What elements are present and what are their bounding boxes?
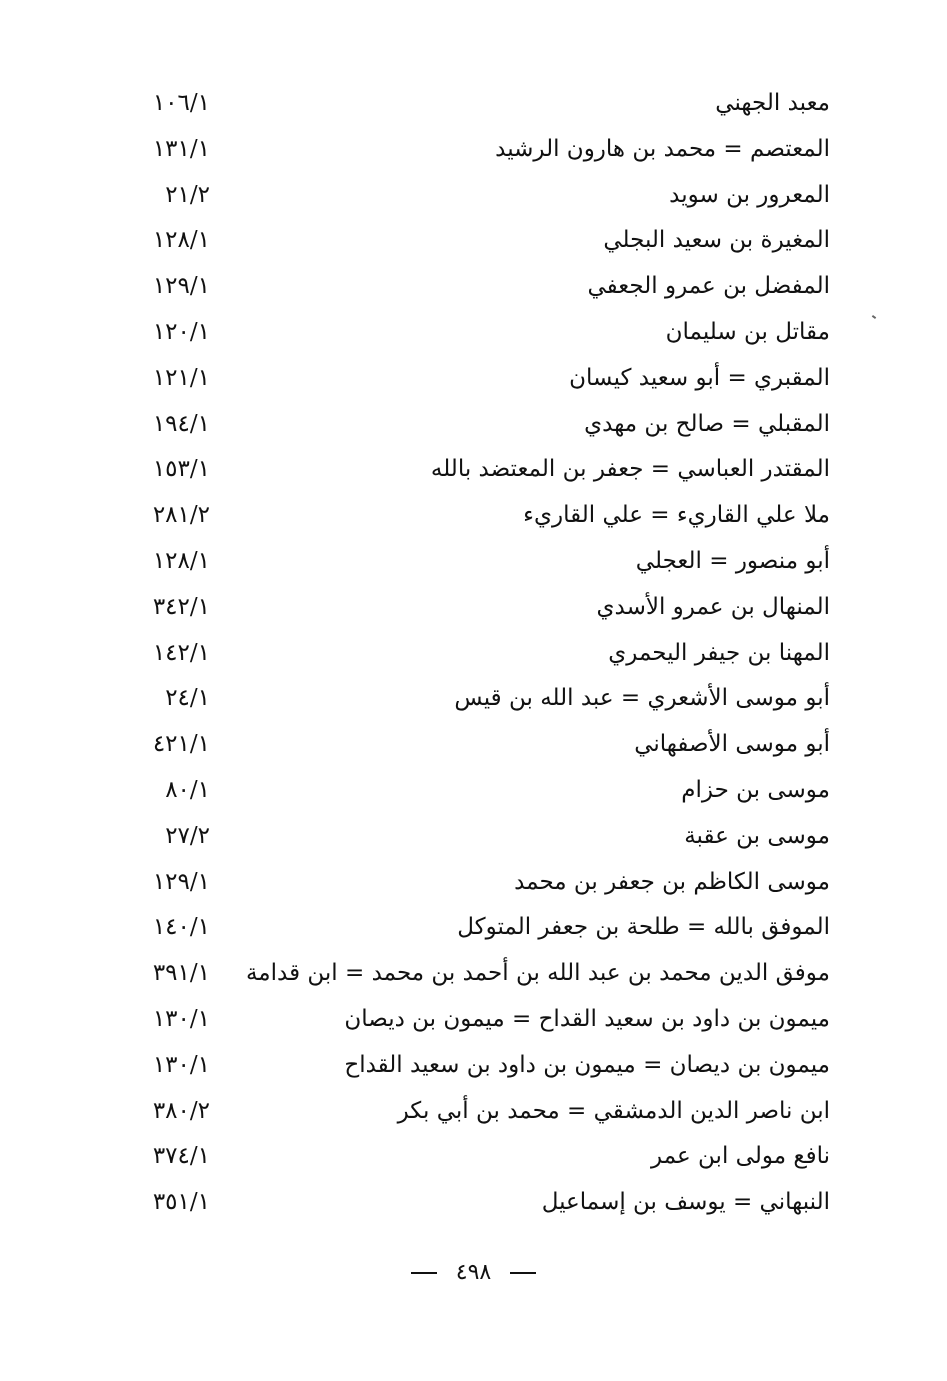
index-entry [120,126,840,172]
index-entry [120,217,840,263]
page-number: ٤٩٨ [455,1260,492,1285]
entry-reference: ٣٩١/١ [152,960,210,987]
index-entry [120,492,840,538]
entry-reference: ١٢٨/١ [152,547,210,574]
entry-name: أبو موسى الأشعري = عبد الله بن قيس [454,685,830,712]
footer-dash-right [510,1272,536,1274]
index-entry [120,1088,840,1134]
index-entry [120,355,840,401]
index-entry [120,80,840,126]
index-entry [120,584,840,630]
footer-dash-left [411,1272,437,1274]
entry-name: ميمون بن داود بن سعيد القداح = ميمون بن ديصان [344,1005,830,1032]
entry-reference: ٢١/٢ [165,181,210,208]
entry-reference: ٢٤/١ [165,685,210,712]
entry-reference: ١٢٩/١ [152,868,210,895]
entry-name: المغيرة بن سعيد البجلي [603,227,830,254]
entry-reference: ٣٨٠/٢ [152,1097,210,1124]
entry-name: المعتصم = محمد بن هارون الرشيد [495,135,830,162]
scan-speck [872,315,876,319]
index-entry [120,1042,840,1088]
entry-reference: ٨٠/١ [165,776,210,803]
index-entry [120,996,840,1042]
entry-reference: ١٢٠/١ [152,318,210,345]
index-entry [120,675,840,721]
index-entry [120,1133,840,1179]
name-index-list [120,80,840,1225]
entry-name: موسى بن حزام [681,776,830,803]
entry-name: المقبري = أبو سعيد كيسان [569,364,830,391]
entry-name: معبد الجهني [715,90,830,116]
entry-reference: ٢٧/٢ [165,822,210,849]
index-entry [120,446,840,492]
entry-name: المقتدر العباسي = جعفر بن المعتضد بالله [430,456,830,483]
entry-reference: ١٤٢/١ [152,639,210,666]
entry-reference: ١٣١/١ [152,135,210,162]
entry-name: النبهاني = يوسف بن إسماعيل [541,1189,830,1216]
index-entry [120,538,840,584]
page-footer [0,1258,947,1288]
entry-reference: ١٢١/١ [152,364,210,391]
index-entry [120,630,840,676]
entry-reference: ١٤٠/١ [152,914,210,941]
entry-name: الموفق بالله = طلحة بن جعفر المتوكل [457,914,830,941]
entry-name: المهنا بن جيفر اليحمري [608,639,830,666]
entry-reference: ١٣٠/١ [152,1005,210,1032]
index-entry [120,950,840,996]
entry-reference: ١٥٣/١ [152,456,210,483]
entry-reference: ١٠٦/١ [152,90,210,116]
entry-reference: ١٢٨/١ [152,227,210,254]
entry-name: المقبلي = صالح بن مهدي [584,410,830,437]
entry-name: أبو منصور = العجلي [635,547,830,574]
entry-reference: ٣٧٤/١ [152,1143,210,1170]
entry-name: المنهال بن عمرو الأسدي [596,593,830,620]
index-entry [120,859,840,905]
index-entry [120,904,840,950]
index-entry [120,309,840,355]
index-entry [120,172,840,218]
index-entry [120,263,840,309]
entry-name: ميمون بن ديصان = ميمون بن داود بن سعيد القداح [344,1051,830,1078]
entry-name: مقاتل بن سليمان [665,318,830,345]
entry-name: أبو موسى الأصفهاني [634,731,830,758]
index-entry [120,813,840,859]
entry-reference: ٣٥١/١ [152,1189,210,1216]
entry-name: المعرور بن سويد [669,181,830,208]
index-entry [120,767,840,813]
entry-name: ملا علي القاريء = علي القاريء [523,502,830,529]
entry-reference: ٤٢١/١ [152,731,210,758]
index-entry [120,1179,840,1225]
entry-name: المفضل بن عمرو الجعفي [587,273,830,300]
entry-reference: ٣٤٢/١ [152,593,210,620]
entry-name: نافع مولى ابن عمر [651,1143,830,1170]
entry-name: موسى الكاظم بن جعفر بن محمد [514,868,830,895]
entry-name: موفق الدين محمد بن عبد الله بن أحمد بن محمد = ابن قدامة [245,960,830,987]
entry-reference: ٢٨١/٢ [152,502,210,529]
index-entry [120,401,840,447]
entry-name: ابن ناصر الدين الدمشقي = محمد بن أبي بكر [397,1097,830,1124]
entry-reference: ١٩٤/١ [152,410,210,437]
entry-reference: ١٣٠/١ [152,1051,210,1078]
entry-name: موسى بن عقبة [684,822,830,849]
index-entry [120,721,840,767]
entry-reference: ١٢٩/١ [152,273,210,300]
